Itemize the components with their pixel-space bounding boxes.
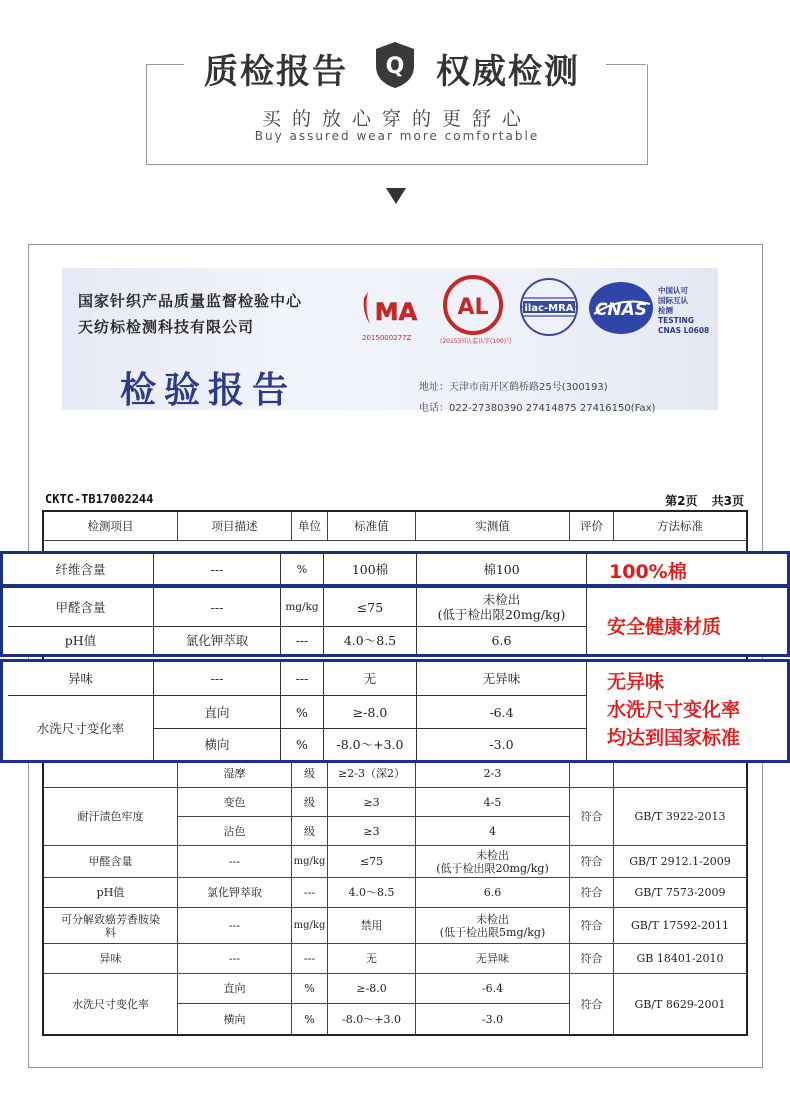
org-name-2: 天纺标检测科技有限公司 [78, 318, 255, 336]
band3-note-3: 均达到国家标准 [607, 727, 741, 749]
cell-r1-eval [570, 760, 614, 788]
header-subtitle-en: Buy assured wear more comfortable [254, 129, 540, 143]
cma-logo-text: MA [374, 298, 418, 326]
cell-r4-std: ≤75 [328, 846, 416, 878]
band1-result: 棉100 [417, 554, 587, 584]
cell-r4-eval: 符合 [570, 846, 614, 878]
cell-r7-std: 无 [328, 944, 416, 974]
org-name-1: 国家针织产品质量监督检验中心 [78, 292, 303, 310]
lab-address: 地址：天津市南开区鹤桥路25号(300193) [419, 382, 608, 393]
cell-r4-method: GB/T 2912.1-2009 [614, 846, 746, 878]
cnas-side-5: CNAS L0608 [658, 326, 710, 335]
cell-r4-result-1: 未检出 [476, 848, 509, 862]
cnas-logo [586, 278, 656, 338]
cnas-side-4: TESTING [658, 316, 694, 325]
cell-r5-desc: 氯化钾萃取 [178, 878, 292, 908]
th-result: 实测值 [416, 512, 570, 541]
cell-r8-unit: % [292, 974, 328, 1004]
th-standard: 标准值 [328, 512, 416, 541]
header-line-left [146, 64, 184, 65]
cal-logo-text: AL [457, 295, 489, 320]
band3-r1-desc: --- [154, 662, 281, 695]
cell-r5-eval: 符合 [570, 878, 614, 908]
cell-r6-eval: 符合 [570, 908, 614, 944]
cell-r7-result: 无异味 [416, 944, 570, 974]
down-arrow-icon [386, 188, 406, 204]
cell-r4-result [416, 846, 570, 878]
ilac-logo-text: ilac-MRA [524, 303, 574, 314]
band3-r1-item: 异味 [8, 662, 154, 695]
band2-r2-result: 6.6 [417, 627, 587, 654]
band2-r1-item: 甲醛含量 [8, 588, 154, 626]
cell-r7-desc: --- [178, 944, 292, 974]
badge-letter: Q [385, 54, 405, 79]
cell-r5-result: 6.6 [416, 878, 570, 908]
cell-r9-desc: 横向 [178, 1004, 292, 1034]
band2-r1-result [417, 588, 587, 626]
band2-r2-std: 4.0～8.5 [324, 627, 417, 654]
band1-std: 100棉 [324, 554, 417, 584]
cell-r4-desc: --- [178, 846, 292, 878]
cell-r7-item: 异味 [44, 944, 178, 974]
band2-r1-result-1: 未检出 [482, 592, 521, 607]
cell-r6-result-2: (低于检出限5mg/kg) [439, 925, 546, 939]
cell-r1-unit: 级 [292, 760, 328, 788]
cell-r4-item: 甲醛含量 [44, 846, 178, 878]
band3-r2-unit: % [281, 696, 324, 728]
cell-r9-std: -8.0～+3.0 [328, 1004, 416, 1034]
cell-r2-eval: 符合 [570, 788, 614, 846]
cell-r3-result: 4 [416, 817, 570, 846]
cnas-side-2: 国际互认 [658, 296, 688, 305]
band1-item: 纤维含量 [8, 554, 154, 584]
cell-r6-unit: mg/kg [292, 908, 328, 944]
cnas-side-1: 中国认可 [658, 286, 688, 295]
band3-r2-result: -6.4 [417, 696, 587, 728]
cell-r8-item: 水洗尺寸变化率 [44, 974, 178, 1034]
cell-r1-item [44, 760, 178, 788]
cell-r6-item-1: 可分解致癌芳香胺染 [61, 912, 160, 926]
report-title: 检验报告 [120, 369, 297, 411]
band3-note-1: 无异味 [607, 671, 665, 693]
cell-r2-result: 4-5 [416, 788, 570, 817]
header-title-right: 权威检测 [436, 52, 580, 92]
cell-r3-desc: 沾色 [178, 817, 292, 846]
th-unit: 单位 [292, 512, 328, 541]
cell-r5-item: pH值 [44, 878, 178, 908]
cell-r6-result-1: 未检出 [476, 912, 509, 926]
cnas-logo-text: CNAS [594, 300, 648, 320]
cma-logo [358, 282, 428, 342]
band1-unit: % [281, 554, 324, 584]
band2-r1-result-2: (低于检出限20mg/kg) [437, 607, 566, 622]
ilac-mra-logo [517, 276, 581, 338]
cell-r8-std: ≥-8.0 [328, 974, 416, 1004]
cell-r6-item-2: 料 [105, 925, 116, 939]
band3-r2-item: 水洗尺寸变化率 [8, 696, 154, 760]
band2-note: 安全健康材质 [607, 616, 722, 638]
cell-r5-method: GB/T 7573-2009 [614, 878, 746, 908]
band2-r1-desc: --- [154, 588, 281, 626]
cell-r6-desc: --- [178, 908, 292, 944]
cell-r8-result: -6.4 [416, 974, 570, 1004]
cell-r6-item [44, 908, 178, 944]
band2-r2-item: pH值 [8, 627, 154, 654]
band3-note-2: 水洗尺寸变化率 [607, 699, 741, 721]
cell-r2-desc: 变色 [178, 788, 292, 817]
band3-r3-desc: 横向 [154, 729, 281, 760]
band2-r1-std: ≤75 [324, 588, 417, 626]
cell-r1-result: 2-3 [416, 760, 570, 788]
cell-r6-method: GB/T 17592-2011 [614, 908, 746, 944]
band3-note [607, 668, 740, 752]
cma-caption: 2015000277Z [362, 334, 412, 342]
band3-r1-std: 无 [324, 662, 417, 695]
cell-r8-desc: 直向 [178, 974, 292, 1004]
band2-r2-desc: 氯化钾萃取 [154, 627, 281, 654]
cell-r2-std: ≥3 [328, 788, 416, 817]
band3-r2-desc: 直向 [154, 696, 281, 728]
band3-r1-result: 无异味 [417, 662, 587, 695]
band3-r3-unit: % [281, 729, 324, 760]
band3-r3-std: -8.0～+3.0 [324, 729, 417, 760]
band3-r3-result: -3.0 [417, 729, 587, 760]
cell-r5-unit: --- [292, 878, 328, 908]
band2-r1-unit: mg/kg [281, 588, 324, 626]
letterhead [62, 268, 718, 414]
cell-r5-std: 4.0～8.5 [328, 878, 416, 908]
cell-r7-eval: 符合 [570, 944, 614, 974]
cell-r8-eval: 符合 [570, 974, 614, 1034]
header-line-right [606, 64, 646, 65]
cal-logo [442, 274, 504, 336]
th-eval: 评价 [570, 512, 614, 541]
band3-r2-std: ≥-8.0 [324, 696, 417, 728]
highlight-band-washing [0, 659, 790, 763]
page-indicator: 第2页 共3页 [665, 494, 744, 508]
th-method: 方法标准 [614, 512, 746, 541]
cell-r6-std: 禁用 [328, 908, 416, 944]
report-number: CKTC-TB17002244 [45, 492, 154, 506]
cell-r7-unit: --- [292, 944, 328, 974]
header-title-left: 质检报告 [204, 52, 348, 92]
shield-q-icon [374, 40, 416, 90]
th-item: 检测项目 [44, 512, 178, 541]
cell-r9-result: -3.0 [416, 1004, 570, 1034]
cal-caption: (2015)国认监认字(100)号 [440, 338, 513, 345]
cell-r3-unit: 级 [292, 817, 328, 846]
cnas-side-3: 检测 [658, 306, 673, 315]
cell-r4-unit: mg/kg [292, 846, 328, 878]
th-desc: 项目描述 [178, 512, 292, 541]
band2-r2-unit: --- [281, 627, 324, 654]
highlight-band-safety [0, 585, 790, 657]
cell-r2-method: GB/T 3922-2013 [614, 788, 746, 846]
cell-r1-desc: 湿摩 [178, 760, 292, 788]
cell-r1-method [614, 760, 746, 788]
cell-r1-std: ≥2-3（深2） [328, 760, 416, 788]
cell-r7-method: GB 18401-2010 [614, 944, 746, 974]
band3-r1-unit: --- [281, 662, 324, 695]
cell-r2-item: 耐汗渍色牢度 [44, 788, 178, 846]
cell-r8-method: GB/T 8629-2001 [634, 997, 726, 1011]
highlight-band-fiber [0, 551, 790, 587]
cell-r9-unit: % [292, 1004, 328, 1034]
cell-r6-result [416, 908, 570, 944]
band1-note: 100%棉 [609, 561, 687, 583]
cell-r2-unit: 级 [292, 788, 328, 817]
header-subtitle-cn: 买的放心穿的更舒心 [261, 108, 532, 130]
cell-r3-std: ≥3 [328, 817, 416, 846]
lab-phone: 电话：022-27380390 27414875 27416150(Fax) [419, 403, 656, 414]
cell-r4-result-2: (低于检出限20mg/kg) [436, 861, 549, 875]
band1-desc: --- [154, 554, 281, 584]
cnas-side-text [658, 286, 709, 336]
